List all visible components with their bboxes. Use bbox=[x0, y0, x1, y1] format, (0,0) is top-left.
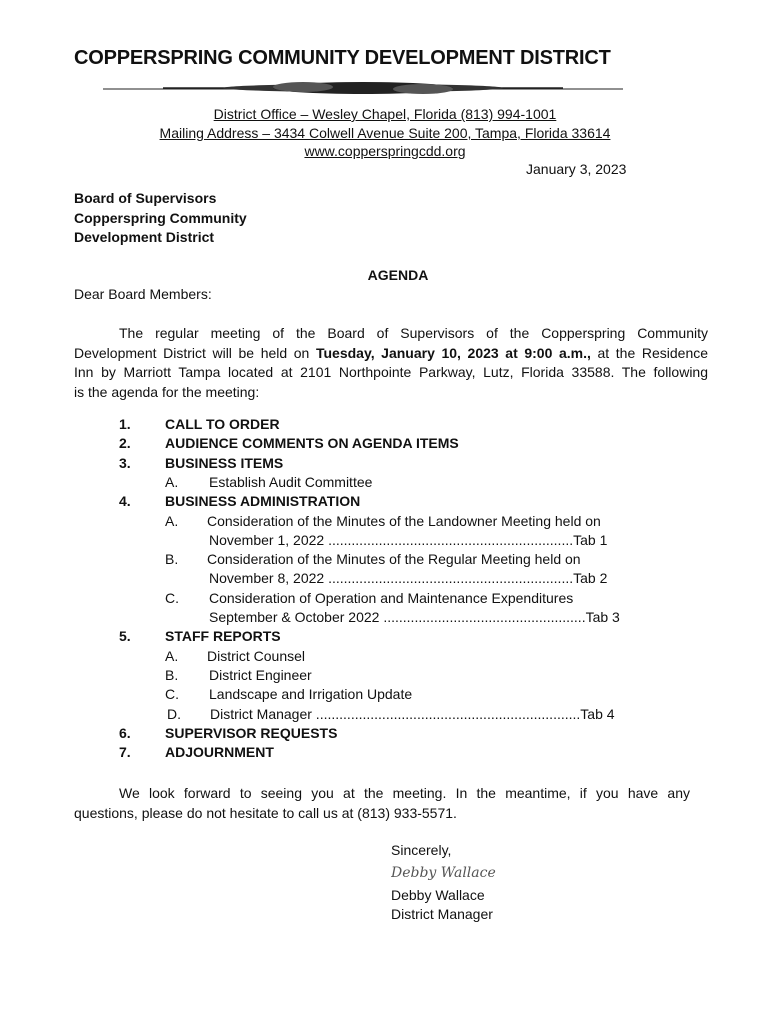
svg-text:Debby Wallace: Debby Wallace bbox=[391, 865, 496, 881]
paragraph-line: Inn by Marriott Tampa located at 2101 Northpointe Parkway, Lutz, Florida 33588. The following bbox=[74, 364, 708, 380]
paragraph-line: We look forward to seeing you at the meeting. In the meantime, if you have any bbox=[119, 785, 690, 801]
salutation: Dear Board Members: bbox=[74, 286, 212, 302]
signer-role: District Manager bbox=[391, 906, 493, 922]
intro-paragraph bbox=[74, 324, 708, 402]
mailing-address-line: Mailing Address – 3434 Colwell Avenue Suite 200, Tampa, Florida 33614 bbox=[159, 125, 611, 141]
paragraph-line: questions, please do not hesitate to call us at (813) 933-5571. bbox=[74, 804, 457, 821]
letter-page: COPPERSPRING COMMUNITY DEVELOPMENT DISTRICT District Office – Wesley Chapel, Florida (813) 994-1001 Mailing Address – 3434 Colwell Avenue Suite 200, Tampa, Florida 33614 www.copperspringcdd.org January 3, 2023 Board of Supervisors Copperspring Community Development District AGENDA Dear Board Members: The regular meeting of the Board of Supervisors of the Copperspring Community Development District will be held on Tuesday, January 10, 2023 at 9:00 a.m., at the Residence Inn by Marriott Tampa located at 2101 Northpointe Parkway, Lutz, Florida 33588. The following is the agenda for the meeting: 1. CALL TO ORDER 2. AUDIENCE COMMENTS ON AGENDA ITEMS 3. BUSINESS ITEMS A. Establish Audit Committee 4. BUSINESS ADMINISTRATION A. Consideration of the Minutes of the Landowner Meeting held on November 1, 2022 ...............................................................Tab 1 B. Consideration of the Minutes of the Regular Meeting held on November 8, 2022 ...............................................................Tab 2 C. Consideration of Operation and Maintenance Expenditures September & October 2022 ....................................................Tab 3 5. STAFF REPORTS A. District Counsel B. District Engineer C. Landscape and Irrigation Update D. District Manager ....................................................................Tab 4 6. SUPERVISOR REQUESTS 7. ADJOURNMENT We look forward to seeing you at the meeting. In the meantime, if you have any questions, please do not hesitate to call us at (813) 933-5571. Sincerely, Debby Wallace Debby Wallace District Manager bbox=[0, 0, 770, 1024]
agenda-heading: AGENDA bbox=[367, 267, 429, 283]
paragraph-line: Development District will be held on Tuesday, January 10, 2023 at 9:00 a.m., at the Residence bbox=[74, 344, 709, 361]
paragraph-line: The regular meeting of the Board of Supervisors of the Copperspring Community bbox=[119, 325, 708, 341]
office-address-line: District Office – Wesley Chapel, Florida (813) 994-1001 bbox=[213, 106, 557, 122]
letter-date: January 3, 2023 bbox=[526, 161, 627, 177]
sincerely-text: Sincerely, bbox=[391, 842, 452, 858]
paragraph-line: is the agenda for the meeting: bbox=[74, 383, 260, 400]
closing-paragraph bbox=[74, 784, 690, 823]
addressee-line: Development District bbox=[74, 229, 215, 245]
meeting-datetime: Tuesday, January 10, 2023 at 9:00 a.m., bbox=[315, 344, 591, 361]
addressee-line: Copperspring Community bbox=[74, 209, 247, 226]
signer-name: Debby Wallace bbox=[391, 887, 485, 903]
handwritten-signature bbox=[391, 862, 521, 882]
addressee-block bbox=[74, 189, 247, 248]
district-title: COPPERSPRING COMMUNITY DEVELOPMENT DISTRICT bbox=[74, 47, 611, 69]
decorative-divider bbox=[103, 80, 623, 96]
website-link[interactable]: www.copperspringcdd.org bbox=[304, 143, 466, 159]
addressee-line: Board of Supervisors bbox=[74, 190, 217, 206]
